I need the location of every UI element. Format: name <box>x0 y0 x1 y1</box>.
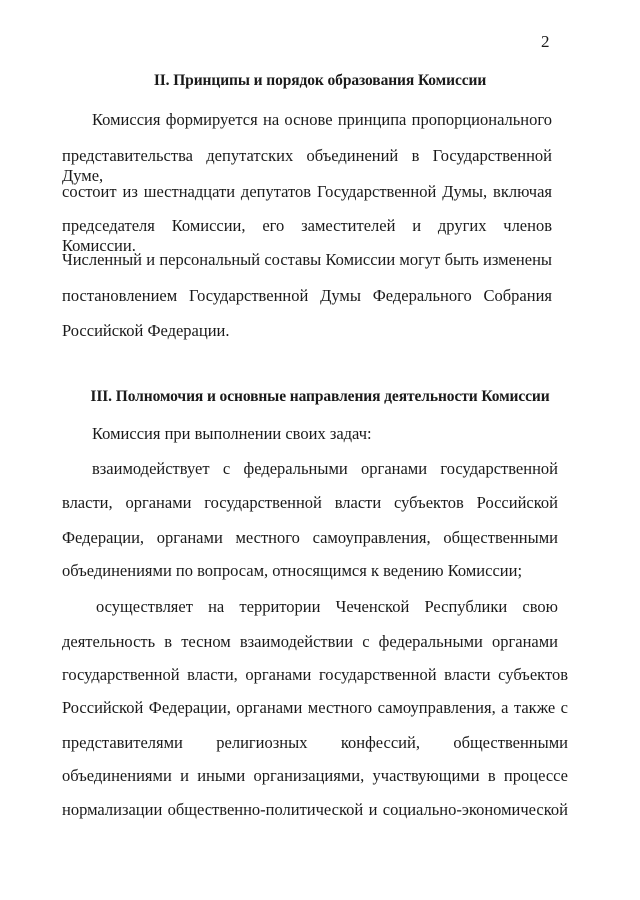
paragraph-line: Российской Федерации. <box>62 321 230 340</box>
paragraph-line: председателя Комиссии, его заместителей и других членов Комиссии. <box>62 216 552 255</box>
paragraph-line: Численный и персональный составы Комиссии могут быть изменены <box>62 250 552 269</box>
paragraph-line: Российской Федерации, органами местного самоуправления, а также с <box>62 698 568 717</box>
paragraph-line: власти, органами государственной власти субъектов Российской <box>62 493 558 512</box>
paragraph-line: осуществляет на территории Чеченской Республики свою <box>96 597 558 616</box>
section-3-heading: III. Полномочия и основные направления деятельности Комиссии <box>90 388 550 405</box>
paragraph-line: представителями религиозных конфессий, общественными <box>62 733 568 752</box>
paragraph-line: Комиссия формируется на основе принципа пропорционального <box>92 110 552 129</box>
paragraph-line: Комиссия при выполнении своих задач: <box>92 424 372 443</box>
paragraph-line: нормализации общественно-политической и социально-экономической <box>62 800 568 819</box>
paragraph-line: взаимодействует с федеральными органами государственной <box>92 459 558 478</box>
paragraph-line: постановлением Государственной Думы Федерального Собрания <box>62 286 552 305</box>
page-number: 2 <box>541 32 550 51</box>
paragraph-line: объединениями и иными организациями, участвующими в процессе <box>62 766 568 785</box>
paragraph-line: состоит из шестнадцати депутатов Государственной Думы, включая <box>62 182 552 201</box>
paragraph-line: объединениями по вопросам, относящимся к ведению Комиссии; <box>62 561 523 580</box>
paragraph-line: деятельность в тесном взаимодействии с федеральными органами <box>62 632 558 651</box>
section-2-heading: II. Принципы и порядок образования Комиссии <box>153 72 487 89</box>
paragraph-line: государственной власти, органами государственной власти субъектов <box>62 665 568 684</box>
paragraph-line: Федерации, органами местного самоуправления, общественными <box>62 528 558 547</box>
paragraph-line: представительства депутатских объединений в Государственной Думе, <box>62 146 552 185</box>
